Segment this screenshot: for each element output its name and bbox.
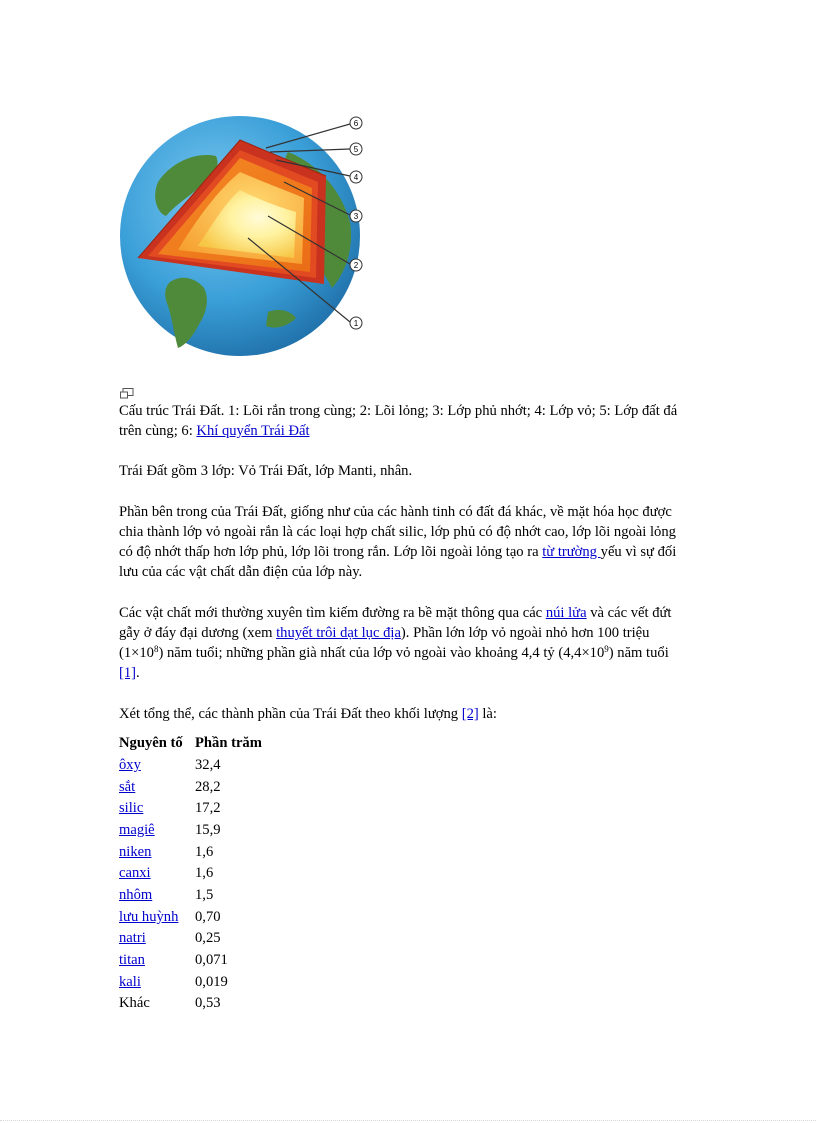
table-row: [119, 819, 264, 841]
element-percent-cell: 17,2: [195, 800, 221, 817]
element-percent-cell: 15,9: [195, 821, 221, 838]
element-percent-cell: 0,071: [195, 952, 228, 969]
element-name-cell: [119, 928, 195, 950]
table-row: [119, 928, 264, 950]
header-percent: Phần trăm: [195, 735, 262, 751]
link-ref-2[interactable]: [2]: [461, 706, 479, 722]
callout-3: 3: [353, 212, 359, 221]
table-row: [119, 906, 264, 928]
element-percent-cell: 1,5: [195, 886, 214, 903]
paragraph-interior: [119, 502, 693, 582]
element-link[interactable]: ôxy: [119, 756, 141, 773]
element-name-cell: [119, 971, 195, 993]
element-name-cell: [119, 819, 195, 841]
element-link[interactable]: niken: [119, 843, 152, 860]
element-link[interactable]: nhôm: [119, 886, 153, 903]
element-link[interactable]: sắt: [119, 778, 136, 795]
paragraph-text: và các vết đứt gẫy ở đáy đại dương (xem: [119, 605, 672, 641]
link-ref-1[interactable]: [1]: [119, 665, 137, 681]
element-percent-cell: 32,4: [195, 756, 221, 773]
exponent: 8: [153, 644, 159, 654]
link-volcano[interactable]: núi lửa: [545, 605, 587, 621]
article-body: [119, 401, 693, 1014]
paragraph-composition: [119, 704, 693, 724]
table-row: [119, 993, 264, 1015]
element-link[interactable]: titan: [119, 952, 145, 969]
paragraph-text: Xét tổng thể, các thành phần của Trái Đất theo khối lượng: [119, 706, 462, 722]
element-name-cell: [119, 862, 195, 884]
link-magnetic-field[interactable]: từ trường: [542, 544, 601, 560]
link-continental-drift[interactable]: thuyết trôi dạt lục địa: [276, 625, 401, 641]
paragraph-text: ) năm tuổi; những phần già nhất của lớp vỏ ngoài vào khoảng 4,4 tỷ (4,4×10: [158, 645, 605, 661]
element-name-cell: [119, 776, 195, 798]
paragraph-text: ). Phần lớn lớp vỏ ngoài nhỏ hơn 100 triệu (1×10: [119, 625, 650, 661]
element-link[interactable]: natri: [119, 930, 146, 947]
earth-structure-figure: [118, 112, 370, 360]
element-percent-cell: 0,53: [195, 995, 221, 1012]
table-body: [119, 754, 264, 1014]
callout-4: 4: [353, 173, 359, 182]
element-percent-cell: 28,2: [195, 778, 221, 795]
table-row: [119, 949, 264, 971]
element-percent-cell: 1,6: [195, 843, 214, 860]
callout-6: 6: [353, 119, 359, 128]
callout-5: 5: [353, 145, 359, 154]
element-link[interactable]: kali: [119, 973, 141, 990]
paragraph-text: Các vật chất mới thường xuyên tìm kiếm đường ra bề mặt thông qua các: [119, 605, 546, 621]
element-link[interactable]: lưu huỳnh: [119, 908, 179, 925]
element-percent-cell: 1,6: [195, 865, 214, 882]
callout-1: 1: [353, 319, 359, 328]
element-percent-cell: 0,25: [195, 930, 221, 947]
paragraph-layers: Trái Đất gồm 3 lớp: Vỏ Trái Đất, lớp Manti, nhân.: [119, 463, 413, 479]
element-name-cell: Khác: [119, 995, 150, 1012]
paragraph-text: yếu vì sự đối lưu của các vật chất dẫn điện của lớp này.: [119, 544, 677, 580]
composition-table: [119, 732, 264, 1014]
exponent: 9: [604, 644, 609, 654]
table-row: [119, 884, 264, 906]
paragraph-text: ) năm tuổi: [608, 645, 669, 661]
paragraph-volcanoes: [119, 603, 693, 683]
element-name-cell: [119, 949, 195, 971]
table-row: [119, 776, 264, 798]
table-row: [119, 971, 264, 993]
element-name-cell: [119, 906, 195, 928]
caption-text: Cấu trúc Trái Đất. 1: Lõi rắn trong cùng; 2: Lõi lỏng; 3: Lớp phủ nhớt; 4: Lớp vỏ; 5: Lớp đất đá trên cùng; 6:: [119, 403, 678, 439]
element-name-cell: [119, 884, 195, 906]
figure-caption: [119, 401, 693, 441]
paragraph-text: là:: [478, 706, 497, 722]
paragraph-text: .: [136, 665, 140, 681]
header-element: Nguyên tố: [119, 735, 183, 751]
callout-2: 2: [353, 261, 359, 270]
element-percent-cell: 0,70: [195, 908, 221, 925]
element-name-cell: [119, 797, 195, 819]
table-row: [119, 841, 264, 863]
table-header-row: [119, 732, 264, 754]
paragraph-text: Phần bên trong của Trái Đất, giống như của các hành tinh có đất đá khác, về mặt hóa học được chia thành lớp vỏ ngoài rắn là các loại hợp chất silic, lớp phủ có độ nhớt cao, lớp lõi ngoài lỏng có độ nhớt thấp hơn lớp phủ, lớp lõi trong rắn. Lớp lõi ngoài lỏng tạo ra: [119, 504, 676, 560]
element-name-cell: [119, 754, 195, 776]
table-row: [119, 862, 264, 884]
element-link[interactable]: silic: [119, 800, 144, 817]
table-row: [119, 797, 264, 819]
element-link[interactable]: magiê: [119, 821, 155, 838]
table-row: [119, 754, 264, 776]
link-atmosphere[interactable]: Khí quyển Trái Đất: [196, 423, 310, 439]
element-name-cell: [119, 841, 195, 863]
element-percent-cell: 0,019: [195, 973, 228, 990]
element-link[interactable]: canxi: [119, 865, 151, 882]
enlarge-image-icon[interactable]: [120, 388, 134, 399]
